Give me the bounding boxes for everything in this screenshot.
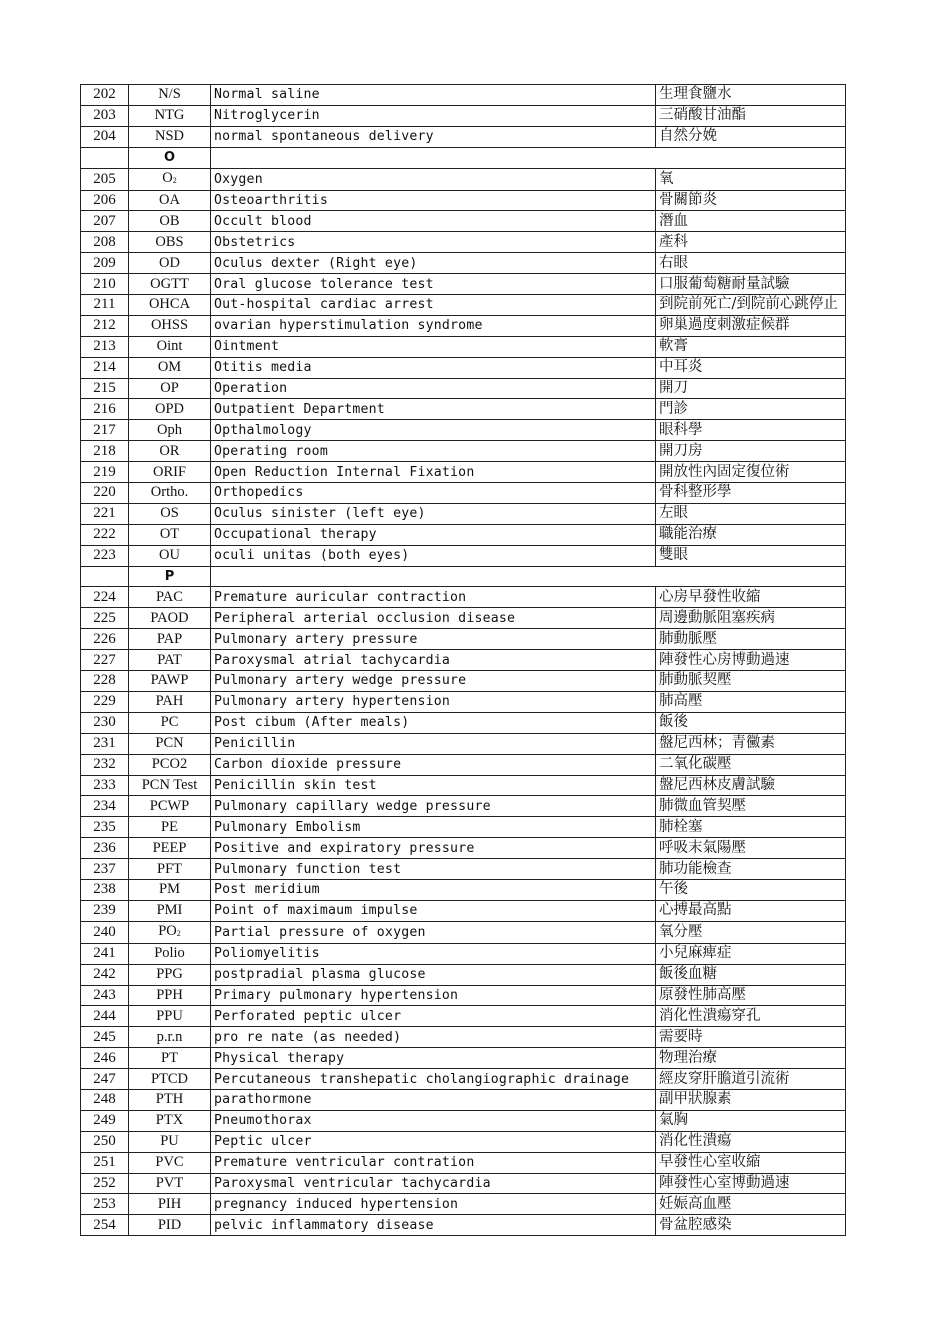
table-row [81,399,846,420]
table-row [81,608,846,629]
abbreviation-cell: PPU [129,1006,211,1027]
chinese-term-cell: 妊娠高血壓 [656,1194,846,1215]
abbreviation-cell: PTH [129,1089,211,1110]
table-row [81,1194,846,1215]
abbreviation-cell: PTCD [129,1069,211,1090]
english-term-cell: Oral glucose tolerance test [211,274,656,295]
section-letter: O [129,147,211,168]
table-row [81,1006,846,1027]
chinese-term-cell: 潛血 [656,211,846,232]
english-term-cell: Peripheral arterial occlusion disease [211,608,656,629]
table-row [81,1048,846,1069]
english-term-cell: pregnancy induced hypertension [211,1194,656,1215]
english-term-cell: Orthopedics [211,483,656,504]
row-number-cell: 210 [81,274,129,295]
row-number-cell: 225 [81,608,129,629]
chinese-term-cell: 開放性內固定復位術 [656,462,846,483]
abbreviation-cell: PCO2 [129,754,211,775]
row-number-cell: 222 [81,524,129,545]
english-term-cell: Point of maximaum impulse [211,900,656,921]
table-row [81,817,846,838]
table-row [81,483,846,504]
row-number-cell: 236 [81,838,129,859]
english-term-cell: Pulmonary artery wedge pressure [211,671,656,692]
table-row [81,691,846,712]
table-row [81,1110,846,1131]
table-row [81,879,846,900]
section-blank-cell [211,147,846,168]
english-term-cell: Pulmonary capillary wedge pressure [211,796,656,817]
chinese-term-cell: 到院前死亡/到院前心跳停止 [656,295,846,316]
table-row [81,190,846,211]
table-row [81,1069,846,1090]
row-number-cell: 242 [81,964,129,985]
row-number-cell: 234 [81,796,129,817]
english-term-cell: Premature ventricular contration [211,1152,656,1173]
table-row [81,1027,846,1048]
row-number-cell [81,147,129,168]
english-term-cell: Occupational therapy [211,524,656,545]
row-number-cell: 216 [81,399,129,420]
row-number-cell: 218 [81,441,129,462]
abbreviation-cell: OR [129,441,211,462]
chinese-term-cell: 飯後 [656,712,846,733]
row-number-cell: 219 [81,462,129,483]
chinese-term-cell: 肺動脈壓 [656,629,846,650]
abbreviation-cell: OB [129,211,211,232]
row-number-cell: 228 [81,671,129,692]
row-number-cell: 245 [81,1027,129,1048]
english-term-cell: Osteoarthritis [211,190,656,211]
table-row [81,1152,846,1173]
abbreviation-cell: PE [129,817,211,838]
abbreviation-cell: PFT [129,859,211,880]
table-row [81,462,846,483]
english-term-cell: Operation [211,378,656,399]
abbreviation-cell: PAH [129,691,211,712]
english-term-cell: Outpatient Department [211,399,656,420]
row-number-cell: 237 [81,859,129,880]
row-number-cell: 203 [81,105,129,126]
abbreviation-cell: $PO_2$ [129,921,211,943]
row-number-cell: 206 [81,190,129,211]
row-number-cell: 248 [81,1089,129,1110]
chinese-term-cell: 原發性肺高壓 [656,985,846,1006]
abbreviation-cell: PC [129,712,211,733]
table-row [81,1089,846,1110]
english-term-cell: Pulmonary artery pressure [211,629,656,650]
row-number-cell: 209 [81,253,129,274]
abbreviation-cell: OPD [129,399,211,420]
row-number-cell: 215 [81,378,129,399]
abbreviation-cell: PMI [129,900,211,921]
row-number-cell: 220 [81,483,129,504]
english-term-cell: Pneumothorax [211,1110,656,1131]
abbreviation-cell: PCWP [129,796,211,817]
row-number-cell: 250 [81,1131,129,1152]
english-term-cell: Ointment [211,336,656,357]
table-row [81,964,846,985]
chinese-term-cell: 中耳炎 [656,357,846,378]
english-term-cell: Partial pressure of oxygen [211,921,656,943]
english-term-cell: Paroxysmal atrial tachycardia [211,650,656,671]
chinese-term-cell: 骨盆腔感染 [656,1215,846,1236]
row-number-cell: 204 [81,126,129,147]
chinese-term-cell: 心搏最高點 [656,900,846,921]
row-number-cell: 227 [81,650,129,671]
row-number-cell: 241 [81,943,129,964]
abbreviation-cell: PVT [129,1173,211,1194]
table-row [81,733,846,754]
abbreviation-table [80,84,846,1236]
abbreviation-cell: PM [129,879,211,900]
chinese-term-cell: 骨關節炎 [656,190,846,211]
abbreviation-cell: Polio [129,943,211,964]
english-term-cell: Obstetrics [211,232,656,253]
chinese-term-cell: 門診 [656,399,846,420]
row-number-cell: 249 [81,1110,129,1131]
table-row [81,545,846,566]
abbreviation-cell: PAT [129,650,211,671]
row-number-cell: 238 [81,879,129,900]
english-term-cell: Nitroglycerin [211,105,656,126]
chinese-term-cell: 副甲狀腺素 [656,1089,846,1110]
row-number-cell: 254 [81,1215,129,1236]
row-number-cell: 239 [81,900,129,921]
abbreviation-cell: PAWP [129,671,211,692]
table-row [81,315,846,336]
abbreviation-cell: OA [129,190,211,211]
chinese-term-cell: 需要時 [656,1027,846,1048]
english-term-cell: Pulmonary function test [211,859,656,880]
table-row [81,503,846,524]
abbreviation-cell: PT [129,1048,211,1069]
english-term-cell: Paroxysmal ventricular tachycardia [211,1173,656,1194]
english-term-cell: parathormone [211,1089,656,1110]
english-term-cell: Pulmonary artery hypertension [211,691,656,712]
abbreviation-cell: OBS [129,232,211,253]
row-number-cell: 243 [81,985,129,1006]
english-term-cell: ovarian hyperstimulation syndrome [211,315,656,336]
abbreviation-cell: OD [129,253,211,274]
chinese-term-cell: 肺栓塞 [656,817,846,838]
english-term-cell: Carbon dioxide pressure [211,754,656,775]
chinese-term-cell: 氧 [656,168,846,190]
abbreviation-table-body [81,85,846,1236]
row-number-cell: 212 [81,315,129,336]
english-term-cell: Otitis media [211,357,656,378]
chinese-term-cell: 消化性潰瘍穿孔 [656,1006,846,1027]
english-term-cell: oculi unitas (both eyes) [211,545,656,566]
table-row [81,775,846,796]
chinese-term-cell: 開刀房 [656,441,846,462]
abbreviation-cell: $O_2$ [129,168,211,190]
table-row [81,838,846,859]
row-number-cell: 244 [81,1006,129,1027]
chinese-term-cell: 眼科學 [656,420,846,441]
abbreviation-cell: OP [129,378,211,399]
english-term-cell: Penicillin skin test [211,775,656,796]
abbreviation-cell: NSD [129,126,211,147]
abbreviation-cell: N/S [129,85,211,106]
chinese-term-cell: 物理治療 [656,1048,846,1069]
chinese-term-cell: 陣發性心房博動過速 [656,650,846,671]
abbreviation-cell: PPH [129,985,211,1006]
english-term-cell: Physical therapy [211,1048,656,1069]
table-row [81,1131,846,1152]
chinese-term-cell: 右眼 [656,253,846,274]
row-number-cell: 247 [81,1069,129,1090]
table-row [81,105,846,126]
chinese-term-cell: 盤尼西林；青黴素 [656,733,846,754]
table-row [81,357,846,378]
chinese-term-cell: 氣胸 [656,1110,846,1131]
english-term-cell: normal spontaneous delivery [211,126,656,147]
table-row [81,253,846,274]
chinese-term-cell: 產科 [656,232,846,253]
table-row [81,1215,846,1236]
abbreviation-cell: OGTT [129,274,211,295]
table-row [81,336,846,357]
row-number-cell: 217 [81,420,129,441]
table-row [81,274,846,295]
abbreviation-cell: PTX [129,1110,211,1131]
table-row [81,587,846,608]
abbreviation-cell: OU [129,545,211,566]
english-term-cell: Primary pulmonary hypertension [211,985,656,1006]
english-term-cell: Post meridium [211,879,656,900]
english-term-cell: Poliomyelitis [211,943,656,964]
abbreviation-cell: PID [129,1215,211,1236]
table-row [81,211,846,232]
chinese-term-cell: 肺高壓 [656,691,846,712]
chinese-term-cell: 自然分娩 [656,126,846,147]
chinese-term-cell: 肺動脈契壓 [656,671,846,692]
subscript: 2 [172,175,177,185]
table-row [81,168,846,190]
english-term-cell: pro re nate (as needed) [211,1027,656,1048]
row-number-cell: 223 [81,545,129,566]
table-row [81,900,846,921]
chinese-term-cell: 陣發性心室博動過速 [656,1173,846,1194]
chinese-term-cell: 生理食鹽水 [656,85,846,106]
row-number-cell: 207 [81,211,129,232]
chinese-term-cell: 骨科整形學 [656,483,846,504]
table-row [81,295,846,316]
abbreviation-cell: NTG [129,105,211,126]
abbreviation-cell: PVC [129,1152,211,1173]
section-blank-cell [211,566,846,587]
chinese-term-cell: 肺微血管契壓 [656,796,846,817]
row-number-cell: 231 [81,733,129,754]
table-row [81,126,846,147]
row-number-cell: 251 [81,1152,129,1173]
row-number-cell: 252 [81,1173,129,1194]
abbreviation-cell: PU [129,1131,211,1152]
table-row [81,85,846,106]
table-row [81,671,846,692]
abbreviation-cell: OHCA [129,295,211,316]
chinese-term-cell: 盤尼西林皮膚試驗 [656,775,846,796]
english-term-cell: Percutaneous transhepatic cholangiographic drainage [211,1069,656,1090]
row-number-cell: 229 [81,691,129,712]
row-number-cell: 253 [81,1194,129,1215]
abbreviation-cell: p.r.n [129,1027,211,1048]
english-term-cell: Pulmonary Embolism [211,817,656,838]
row-number-cell: 246 [81,1048,129,1069]
chinese-term-cell: 軟膏 [656,336,846,357]
chinese-term-cell: 消化性潰瘍 [656,1131,846,1152]
chinese-term-cell: 周邊動脈阻塞疾病 [656,608,846,629]
abbreviation-cell: OM [129,357,211,378]
chinese-term-cell: 開刀 [656,378,846,399]
chinese-term-cell: 卵巢過度刺激症候群 [656,315,846,336]
abbreviation-cell: PAP [129,629,211,650]
chinese-term-cell: 雙眼 [656,545,846,566]
row-number-cell: 232 [81,754,129,775]
abbreviation-cell: Oint [129,336,211,357]
row-number-cell: 213 [81,336,129,357]
section-header-row [81,147,846,168]
english-term-cell: Operating room [211,441,656,462]
chinese-term-cell: 午後 [656,879,846,900]
abbreviation-cell: ORIF [129,462,211,483]
section-letter: P [129,566,211,587]
english-term-cell: Penicillin [211,733,656,754]
chinese-term-cell: 左眼 [656,503,846,524]
abbreviation-cell: PCN [129,733,211,754]
table-row [81,420,846,441]
abbreviation-cell: Ortho. [129,483,211,504]
table-row [81,943,846,964]
row-number-cell: 211 [81,295,129,316]
english-term-cell: Oxygen [211,168,656,190]
english-term-cell: Occult blood [211,211,656,232]
table-row [81,712,846,733]
table-row [81,921,846,943]
english-term-cell: Oculus sinister (left eye) [211,503,656,524]
table-row [81,985,846,1006]
table-row [81,1173,846,1194]
abbreviation-cell: PCN Test [129,775,211,796]
table-row [81,859,846,880]
row-number-cell: 235 [81,817,129,838]
row-number-cell: 221 [81,503,129,524]
abbreviation-cell: OT [129,524,211,545]
chinese-term-cell: 職能治療 [656,524,846,545]
abbreviation-cell: PAC [129,587,211,608]
chinese-term-cell: 三硝酸甘油酯 [656,105,846,126]
abbreviation-cell: PIH [129,1194,211,1215]
chinese-term-cell: 經皮穿肝膽道引流術 [656,1069,846,1090]
row-number-cell: 240 [81,921,129,943]
table-row [81,629,846,650]
english-term-cell: Oculus dexter (Right eye) [211,253,656,274]
row-number-cell: 224 [81,587,129,608]
chinese-term-cell: 心房早發性收縮 [656,587,846,608]
chinese-term-cell: 小兒麻痺症 [656,943,846,964]
abbreviation-cell: PPG [129,964,211,985]
english-term-cell: Post cibum (After meals) [211,712,656,733]
abbreviation-cell: PAOD [129,608,211,629]
chinese-term-cell: 氧分壓 [656,921,846,943]
abbreviation-cell: Oph [129,420,211,441]
row-number-cell: 208 [81,232,129,253]
english-term-cell: Opthalmology [211,420,656,441]
row-number-cell: 202 [81,85,129,106]
row-number-cell [81,566,129,587]
english-term-cell: Perforated peptic ulcer [211,1006,656,1027]
english-term-cell: Normal saline [211,85,656,106]
english-term-cell: Out-hospital cardiac arrest [211,295,656,316]
chinese-term-cell: 早發性心室收縮 [656,1152,846,1173]
english-term-cell: pelvic inflammatory disease [211,1215,656,1236]
english-term-cell: Open Reduction Internal Fixation [211,462,656,483]
chinese-term-cell: 口服葡萄糖耐量試驗 [656,274,846,295]
row-number-cell: 214 [81,357,129,378]
english-term-cell: Positive and expiratory pressure [211,838,656,859]
english-term-cell: postpradial plasma glucose [211,964,656,985]
table-row [81,650,846,671]
row-number-cell: 233 [81,775,129,796]
table-row [81,754,846,775]
subscript: 2 [176,928,181,938]
row-number-cell: 230 [81,712,129,733]
english-term-cell: Premature auricular contraction [211,587,656,608]
row-number-cell: 205 [81,168,129,190]
abbreviation-cell: OS [129,503,211,524]
table-row [81,441,846,462]
abbreviation-cell: PEEP [129,838,211,859]
chinese-term-cell: 二氧化碳壓 [656,754,846,775]
abbreviation-cell: OHSS [129,315,211,336]
section-header-row [81,566,846,587]
table-row [81,796,846,817]
table-row [81,378,846,399]
chinese-term-cell: 呼吸末氣陽壓 [656,838,846,859]
chinese-term-cell: 飯後血糖 [656,964,846,985]
table-row [81,232,846,253]
row-number-cell: 226 [81,629,129,650]
table-row [81,524,846,545]
english-term-cell: Peptic ulcer [211,1131,656,1152]
chinese-term-cell: 肺功能檢查 [656,859,846,880]
